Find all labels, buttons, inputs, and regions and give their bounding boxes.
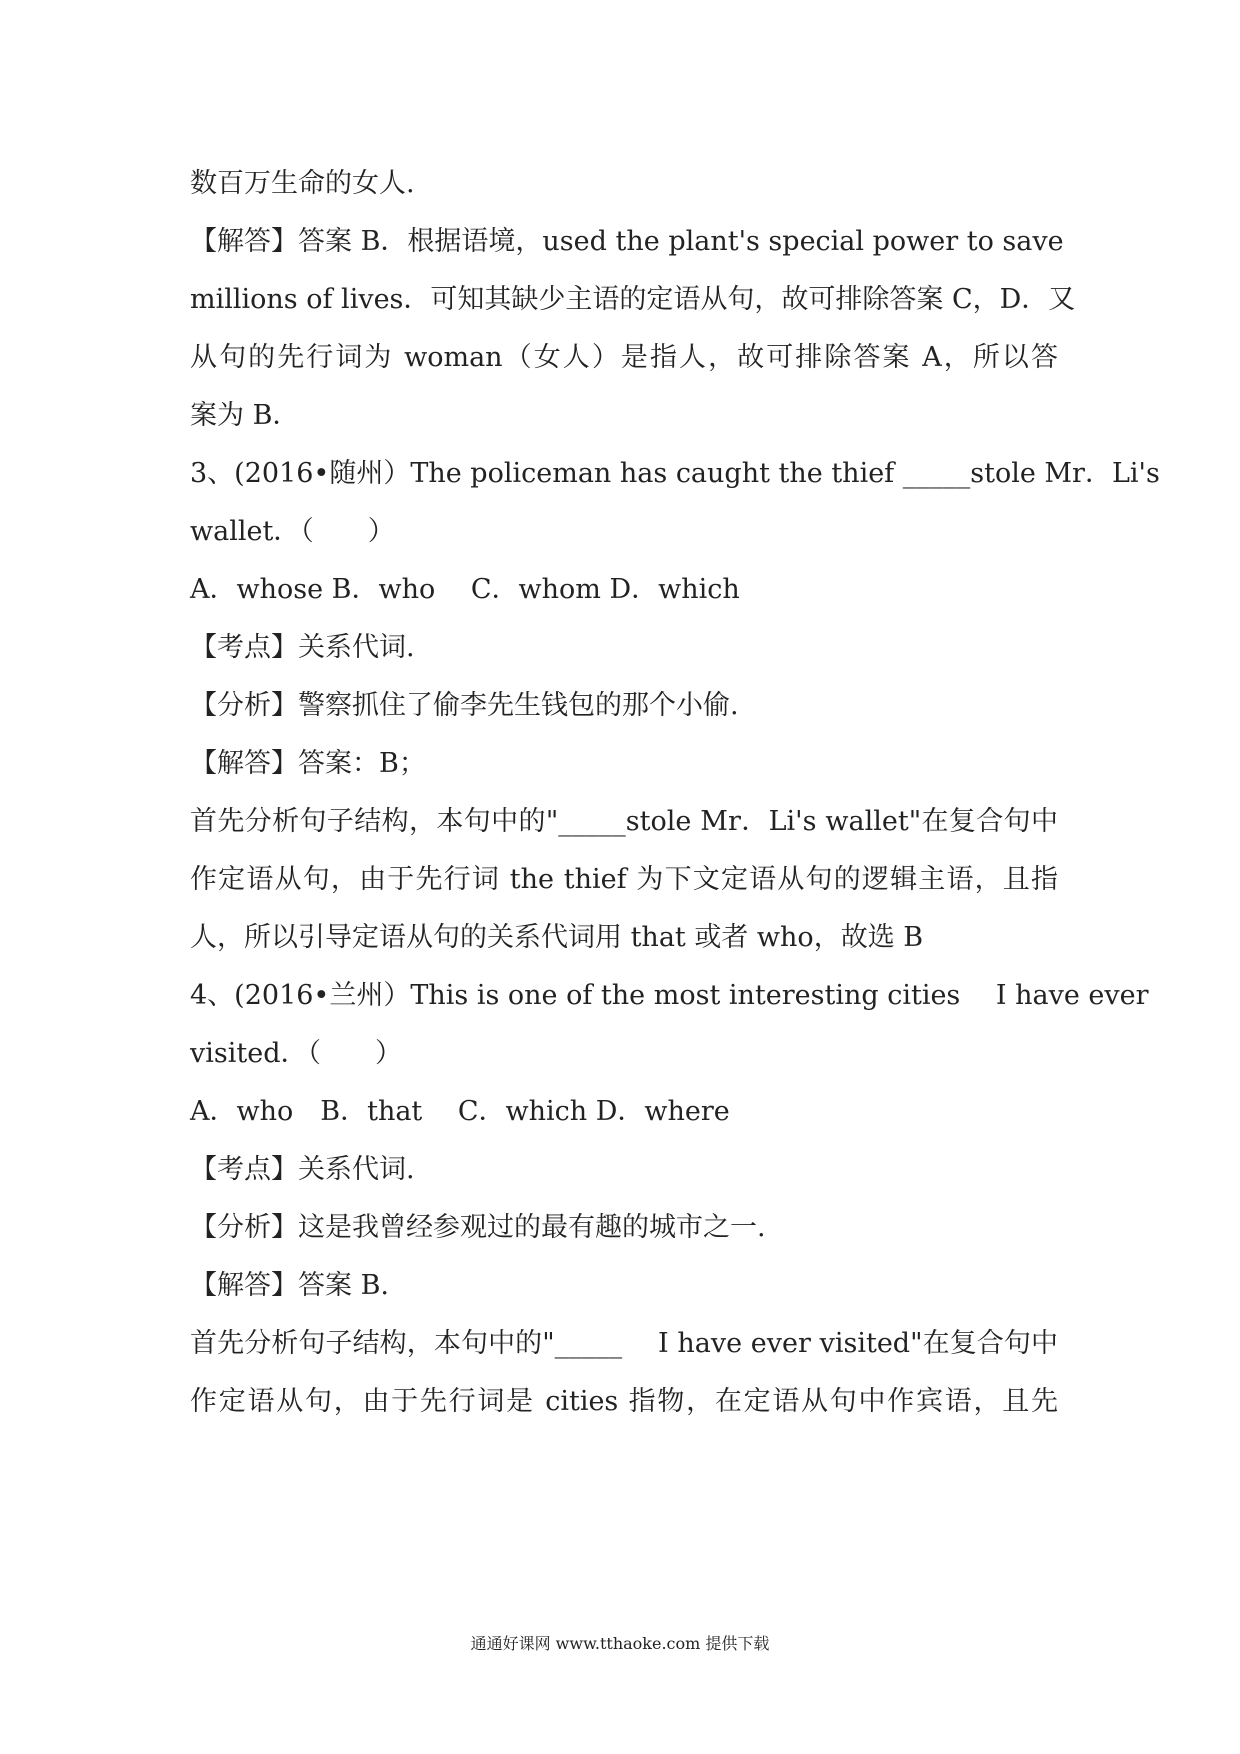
question-4-point: 【考点】关系代词. xyxy=(190,1154,415,1185)
question-3-analysis: 【分析】警察抓住了偷李先生钱包的那个小偷. xyxy=(190,690,739,721)
question-3-explanation-1: 首先分析句子结构，本句中的"_____stole Mr．Li's wallet"在复合句中 xyxy=(190,806,1058,837)
question-3-line: 3、(2016•随州）The policeman has caught the thief _____stole Mr．Li's xyxy=(190,458,1160,489)
question-4-options: A．who B．that C．which D．where xyxy=(190,1096,730,1127)
question-4-analysis: 【分析】这是我曾经参观过的最有趣的城市之一. xyxy=(190,1212,766,1243)
text-line-1: 数百万生命的女人. xyxy=(190,168,415,199)
question-3-end: wallet．（ ） xyxy=(190,516,395,547)
text-line-3: millions of lives．可知其缺少主语的定语从句，故可排除答案 C，D．又 xyxy=(190,284,1076,315)
text-line-5: 案为 B． xyxy=(190,400,300,431)
question-4-explanation-2: 作定语从句，由于先行词是 cities 指物，在定语从句中作宾语，且先 xyxy=(190,1386,1058,1417)
text-line-4: 从句的先行词为 woman（女人）是指人，故可排除答案 A，所以答 xyxy=(190,342,1058,373)
text-line-2: 【解答】答案 B．根据语境，used the plant's special power to save xyxy=(190,226,1064,257)
question-4-explanation-1: 首先分析句子结构，本句中的"_____ I have ever visited"在复合句中 xyxy=(190,1328,1058,1359)
question-4-line: 4、(2016•兰州）This is one of the most interesting cities I have ever xyxy=(190,980,1149,1011)
page-footer: 通通好课网 www.tthaoke.com 提供下载 xyxy=(470,1634,770,1653)
question-4-answer: 【解答】答案 B. xyxy=(190,1270,390,1301)
question-3-answer: 【解答】答案：B； xyxy=(190,748,426,779)
question-3-point: 【考点】关系代词. xyxy=(190,632,415,663)
question-3-explanation-2: 作定语从句，由于先行词 the thief 为下文定语从句的逻辑主语，且指 xyxy=(190,864,1058,895)
question-3-options: A．whose B．who C．whom D．which xyxy=(190,574,740,605)
question-4-end: visited．（ ） xyxy=(190,1038,402,1069)
question-3-explanation-3: 人，所以引导定语从句的关系代词用 that 或者 who，故选 B xyxy=(190,922,924,953)
